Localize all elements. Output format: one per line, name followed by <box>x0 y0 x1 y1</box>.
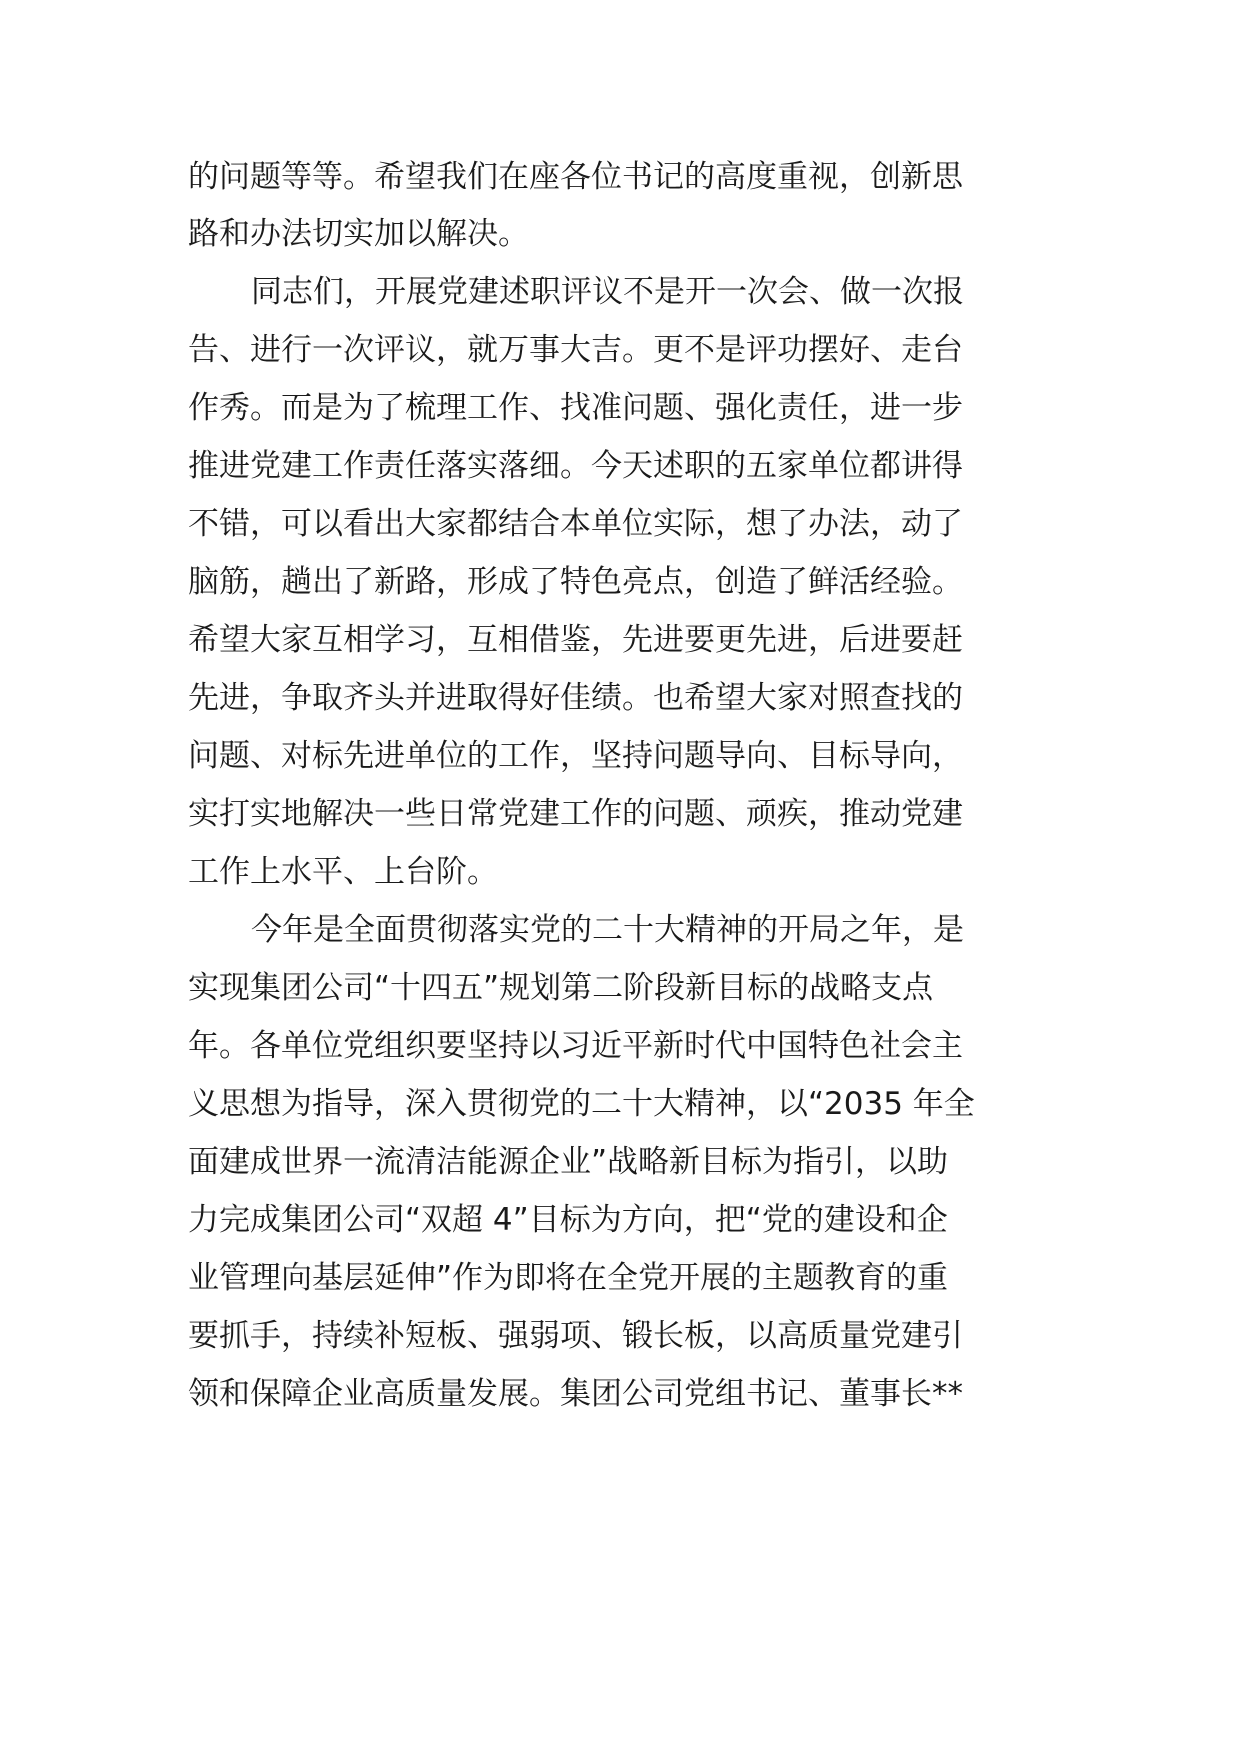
paragraph-first-line: 同志们，开展党建述职评议不是开一次会、做一次报 <box>251 274 964 310</box>
text-line: 推进党建工作责任落实落细。今天述职的五家单位都讲得 <box>188 448 963 484</box>
text-line: 工作上水平、上台阶。 <box>188 854 498 890</box>
text-line: 脑筋，趟出了新路，形成了特色亮点，创造了鲜活经验。 <box>188 564 963 600</box>
text-line: 面建成世界一流清洁能源企业”战略新目标为指引，以助 <box>188 1144 949 1180</box>
text-line: 年。各单位党组织要坚持以习近平新时代中国特色社会主 <box>188 1028 963 1064</box>
text-line: 力完成集团公司“双超 4”目标为方向，把“党的建设和企 <box>188 1202 948 1238</box>
text-line: 领和保障企业高质量发展。集团公司党组书记、董事长** <box>188 1376 963 1412</box>
text-line: 要抓手，持续补短板、强弱项、锻长板，以高质量党建引 <box>188 1318 963 1354</box>
text-line: 路和办法切实加以解决。 <box>188 216 529 252</box>
text-line: 业管理向基层延伸”作为即将在全党开展的主题教育的重 <box>188 1260 949 1296</box>
text-line: 希望大家互相学习，互相借鉴，先进要更先进，后进要赶 <box>188 622 963 658</box>
paragraph-first-line: 今年是全面贯彻落实党的二十大精神的开局之年，是 <box>251 912 964 948</box>
text-line: 问题、对标先进单位的工作，坚持问题导向、目标导向， <box>188 738 963 774</box>
text-line: 不错，可以看出大家都结合本单位实际，想了办法，动了 <box>188 506 963 542</box>
text-line: 的问题等等。希望我们在座各位书记的高度重视，创新思 <box>188 159 963 195</box>
text-line: 先进，争取齐头并进取得好佳绩。也希望大家对照查找的 <box>188 680 963 716</box>
text-line: 义思想为指导，深入贯彻党的二十大精神，以“2035 年全 <box>188 1086 975 1122</box>
text-line: 作秀。而是为了梳理工作、找准问题、强化责任，进一步 <box>188 390 963 426</box>
text-line: 告、进行一次评议，就万事大吉。更不是评功摆好、走台 <box>188 332 963 368</box>
text-line: 实打实地解决一些日常党建工作的问题、顽疾，推动党建 <box>188 796 963 832</box>
text-line: 实现集团公司“十四五”规划第二阶段新目标的战略支点 <box>188 970 934 1006</box>
